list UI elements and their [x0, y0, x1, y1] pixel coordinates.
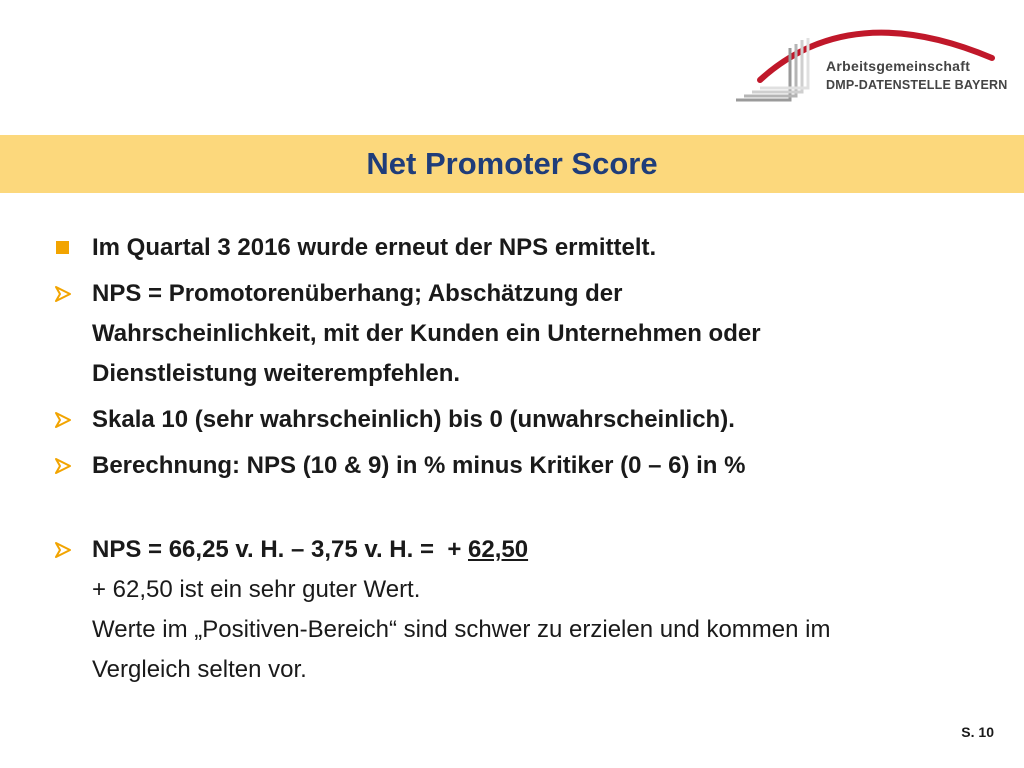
definition-line-3: Dienstleistung weiterempfehlen.: [92, 360, 461, 387]
comment-line-3: Vergleich selten vor.: [92, 656, 307, 683]
comment-line-2: Werte im „Positiven-Bereich“ sind schwer zu erzielen und kommen im: [92, 616, 831, 643]
definition-line-2: Wahrscheinlichkeit, mit der Kunden ein Unternehmen oder: [92, 320, 761, 347]
arrow-bullet-icon: [52, 446, 82, 486]
arrow-bullet-icon: [52, 400, 82, 440]
result-value: 62,50: [468, 536, 529, 563]
bullet-calculation: [52, 446, 992, 486]
square-bullet-icon: [52, 228, 82, 268]
comment-line-1: + 62,50 ist ein sehr guter Wert.: [92, 576, 421, 603]
bullet-scale-text: Skala 10 (sehr wahrscheinlich) bis 0 (unwahrscheinlich).: [92, 406, 735, 433]
content-area: [52, 228, 992, 690]
logo: [730, 8, 1010, 108]
bullet-definition: [52, 274, 992, 394]
result-formula: NPS = 66,25 v. H. – 3,75 v. H. = +: [92, 536, 468, 563]
bullet-scale: [52, 400, 992, 440]
title-band: [0, 135, 1024, 193]
bullet-calculation-text: Berechnung: NPS (10 & 9) in % minus Kritiker (0 – 6) in %: [92, 452, 746, 479]
bullet-intro: [52, 228, 992, 268]
logo-text-line1: Arbeitsgemeinschaft: [826, 58, 971, 74]
page-title: Net Promoter Score: [366, 146, 658, 181]
definition-line-1: NPS = Promotorenüberhang; Abschätzung der: [92, 280, 623, 307]
bullet-intro-text: Im Quartal 3 2016 wurde erneut der NPS ermittelt.: [92, 234, 657, 261]
arrow-bullet-icon: [52, 530, 82, 570]
arrow-bullet-icon: [52, 274, 82, 314]
bullet-result: [52, 530, 992, 570]
page-number: S. 10: [961, 724, 994, 740]
logo-text-line2: DMP-DATENSTELLE BAYERN: [826, 78, 1008, 92]
